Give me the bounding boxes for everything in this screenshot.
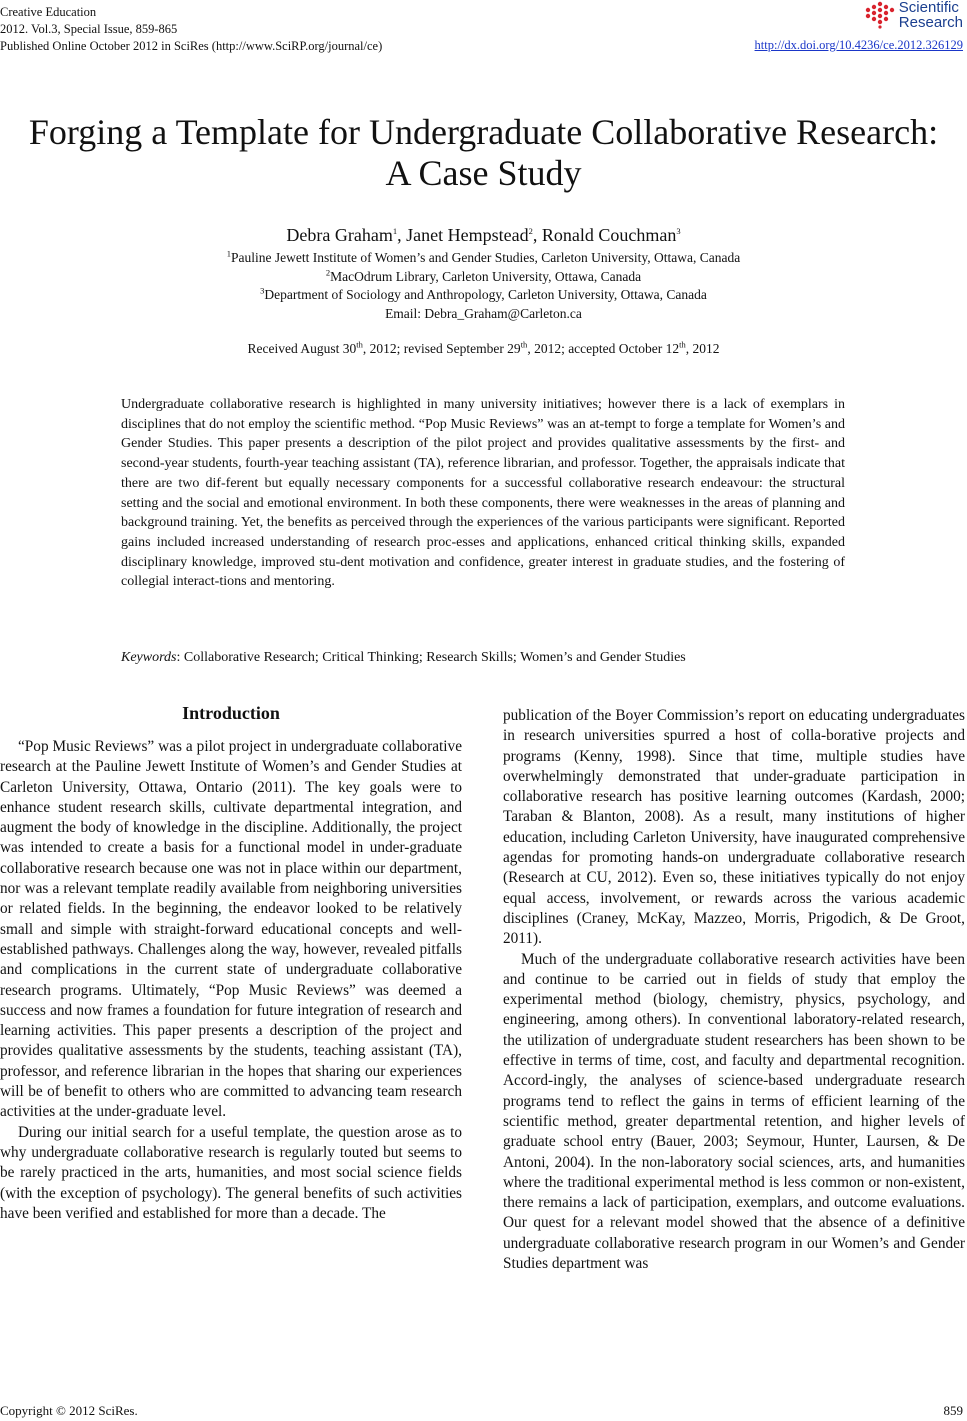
affiliation-1-number: 1 xyxy=(226,248,232,259)
doi-link[interactable]: http://dx.doi.org/10.4236/ce.2012.326129 xyxy=(754,38,963,52)
submission-dates xyxy=(0,341,967,357)
scientific-research-logo xyxy=(865,0,963,30)
affiliation-3-text: Department of Sociology and Anthropology, Carleton University, Ottawa, Canada xyxy=(264,287,707,302)
keywords-text: : Collaborative Research; Critical Thinking; Research Skills; Women’s and Gender Studies xyxy=(176,650,686,665)
abstract: Undergraduate collaborative research is highlighted in many university initiatives; however there is a lack of exemplars in disciplines that do not employ the scientific method. “Pop Music Reviews” was an at-tempt to forge a template for Women’s and Gender Studies. This paper presents a description of the pilot project and provides qualitative assessments by the first- and second-year students, fourth-year teaching assistant (TA), reference librarian, and professor. Together, the appraisals indicate that there are two dif-ferent but equally necessary components for a successful collaborative research endeavour: the structural setting and the social and emotional environment. In both these components, there were weaknesses in the areas of planning and background training. Yet, the benefits as perceived through the experiences of the various participants were significant. Reported gains included increased understanding of research proc-esses and applications, enhanced critical thinking skills, expanded disciplinary knowledge, improved stu-dent motivation and confidence, greater interest in graduate studies, and the fostering of collegial interact-tions and mentoring. xyxy=(121,397,845,590)
received-ordinal: th xyxy=(356,339,363,350)
affiliation-3-number: 3 xyxy=(260,285,265,296)
title-line-1: Forging a Template for Undergraduate Collaborative Research: xyxy=(28,112,939,152)
title-line-2: A Case Study xyxy=(385,153,582,193)
logo-line-2: Research xyxy=(898,14,963,31)
affiliation-3 xyxy=(0,286,967,305)
author-1: Debra Graham xyxy=(286,225,393,245)
author-3: , Ronald Couchman xyxy=(532,225,677,245)
paragraph: Much of the undergraduate collaborative research activities have been and continue to be carried out in fields of study that employ the experimental method (biology, chemistry, physics, psychology, and engineering, among others). In conventional laboratory-related research, the utilization of undergraduate student researchers has been shown to be effective in terms of time, cost, and faculty and departmental recognition. Accord-ingly, the analyses of science-based undergraduate research programs tend to reflect the gains in terms of efficient learning of the scientific method, greater departmental retention, and higher levels of graduate school entry (Bauer, 2003; Seymour, Hunter, Laursen, & De Antoni, 2004). In the non-laboratory social sciences, arts, and humanities where the traditional experimental method is less common or non-existent, there remains a lack of participation, exemplars, and outcome evaluations. Our quest for a relevant model showed that the absence of a definitive undergraduate collaborative research program in our Women’s and Gender Studies department was xyxy=(503,950,965,1273)
received-date: Received August 30 xyxy=(247,341,357,356)
revised-date: , 2012; revised September 29 xyxy=(362,341,521,356)
journal-header xyxy=(0,4,382,55)
accepted-date: , 2012; accepted October 12 xyxy=(527,341,680,356)
affiliation-1-text: Pauline Jewett Institute of Women’s and Gender Studies, Carleton University, Ottawa, Canada xyxy=(231,250,741,265)
paper-title xyxy=(0,112,967,194)
publication-info: Published Online October 2012 in SciRes (http://www.SciRP.org/journal/ce) xyxy=(0,39,383,53)
copyright-notice: Copyright © 2012 SciRes. xyxy=(0,1403,138,1418)
journal-name: Creative Education xyxy=(0,5,97,19)
left-column xyxy=(0,737,462,1224)
affiliation-2-number: 2 xyxy=(325,267,331,277)
page-number: 859 xyxy=(943,1403,963,1418)
affiliations xyxy=(0,249,967,323)
logo-dots-icon xyxy=(865,1,895,29)
paragraph: “Pop Music Reviews” was a pilot project in undergraduate collaborative research at the Pauline Jewett Institute of Women’s and Gender Studies at Carleton University, Ottawa, Ontario (2011). The key goals were to enhance student research skills, cultivate departmental integration, and augment the body of knowledge in the discipline. Additionally, the project was intended to create a basis for a functional model in under-graduate collaborative research because one was not in place within our department, nor was a relevant template readily available from neighboring universities or related fields. In the beginning, the endeavor looked to be relatively small and simple with straight-forward educational concepts and well-established pathways. Challenges along the way, however, revealed pitfalls and complications in the current state of undergraduate collaborative research programs. Ultimately, “Pop Music Reviews” was deemed a success and now frames a foundation for future integration of research and learning activities. This paper presents a description of the project and provides qualitative assessments by the students, teaching assistant (TA), professor, and reference librarian in the hopes that sharing our experiences will be of benefit to others who are committed to advancing team research activities at the under-graduate level. xyxy=(0,738,462,1121)
author-3-affil: 3 xyxy=(676,226,681,236)
paragraph: publication of the Boyer Commission’s report on educating undergraduates in research universities spurred a host of colla-borative projects and programs (Kenny, 1998). Since that time, multiple studies have overwhelmingly demonstrated that under-graduate participation in collaborative research has positive learning outcomes (Kardash, 2000; Taraban & Blanton, 2008). As a result, many institutions of higher education, including Carleton University, have inaugurated comprehensive agendas for promoting hands-on undergraduate collaborative research (Research at CU, 2012). Even so, these initiatives typically do not enjoy equal access, involvement, or rewards across the various academic disciplines (Craney, McKay, Mazzeo, Morris, Prigodich, & De Groot, 2011). xyxy=(503,707,965,948)
paragraph: During our initial search for a useful template, the question arose as to why undergraduate collaborative research is regularly touted but seems to be rarely practiced in the arts, humanities, and most social science fields (with the exception of psychology). The general benefits of such activities have been verified and established for more than a decade. The xyxy=(0,1123,462,1222)
affiliation-1 xyxy=(0,249,967,268)
journal-volume: 2012. Vol.3, Special Issue, 859-865 xyxy=(0,22,178,36)
keywords xyxy=(121,650,845,666)
author-email: Email: Debra_Graham@Carleton.ca xyxy=(385,305,582,321)
author-2-affil: 2 xyxy=(528,226,533,236)
accepted-ordinal: th xyxy=(679,339,686,350)
affiliation-2-text: MacOdrum Library, Carleton University, Ottawa, Canada xyxy=(330,268,642,284)
section-heading-introduction: Introduction xyxy=(182,703,280,723)
keywords-label: Keywords xyxy=(121,650,177,665)
author-2: , Janet Hempstead xyxy=(397,225,529,245)
affiliation-2 xyxy=(0,268,967,287)
author-1-affil: 1 xyxy=(392,226,398,236)
revised-ordinal: th xyxy=(520,339,528,350)
dates-year: , 2012 xyxy=(685,341,720,356)
author-list xyxy=(0,225,967,246)
logo-wordmark xyxy=(899,0,963,30)
right-column xyxy=(503,706,965,1274)
logo-line-1: Scientific xyxy=(898,0,959,16)
